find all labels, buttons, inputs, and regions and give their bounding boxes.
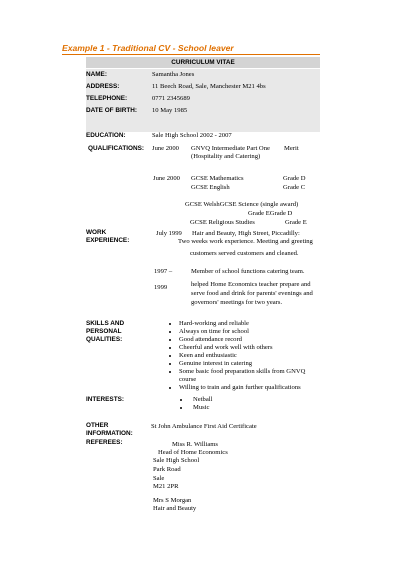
referee-line: Head of Home Economics bbox=[158, 449, 228, 456]
value-telephone: 0771 2345689 bbox=[152, 95, 190, 102]
document-heading: Example 1 - Traditional CV - School leaver bbox=[62, 43, 234, 53]
bullet-icon bbox=[169, 347, 171, 349]
work-1-line3: customers served customers and cleaned. bbox=[190, 250, 299, 257]
qual-3-grade2: Grade E bbox=[285, 219, 307, 226]
work-3-line3: governors' meetings for two years. bbox=[191, 299, 283, 306]
qual-1-line2: (Hospitality and Catering) bbox=[191, 153, 261, 160]
label-qualifications: QUALIFICATIONS: bbox=[88, 145, 144, 152]
qual-2-line1: GCSE Mathematics bbox=[191, 175, 244, 182]
label-address: ADDRESS: bbox=[86, 83, 120, 90]
qual-2-line2: GCSE English bbox=[191, 184, 230, 191]
skill-item: Some basic food preparation skills from GNVQ bbox=[179, 368, 306, 375]
heading-rule bbox=[62, 54, 320, 55]
label-information: INFORMATION: bbox=[86, 430, 133, 437]
work-1-date: July 1999 bbox=[156, 230, 182, 237]
referee-line: Sale High School bbox=[153, 457, 200, 464]
qual-2-grade2: Grade C bbox=[283, 184, 306, 191]
qual-3-line1: GCSE WelshGCSE Science (single award) bbox=[185, 201, 299, 208]
bullet-icon bbox=[169, 331, 171, 333]
label-name: NAME: bbox=[86, 71, 107, 78]
referee-line: Sale bbox=[153, 475, 165, 482]
qual-2-grade1: Grade D bbox=[283, 175, 306, 182]
bullet-icon bbox=[169, 323, 171, 325]
skill-item: Willing to train and gain further qualifications bbox=[179, 384, 301, 391]
qual-3-grade1: Grade EGrade D bbox=[248, 210, 293, 217]
work-1-line1: Hair and Beauty, High Street, Piccadilly: bbox=[192, 230, 300, 237]
label-referees: REFEREES: bbox=[86, 439, 123, 446]
work-3-date: 1999 bbox=[154, 284, 168, 291]
skill-item: Good attendance record bbox=[179, 336, 242, 343]
qual-3-line2: GCSE Religious Studies bbox=[190, 219, 255, 226]
label-qualities: QUALITIES: bbox=[86, 336, 123, 343]
bullet-icon bbox=[169, 355, 171, 357]
qual-1-line1: GNVQ Intermediate Part One bbox=[191, 145, 270, 152]
bullet-icon bbox=[169, 387, 171, 389]
value-name: Samantha Jones bbox=[152, 71, 195, 78]
skill-item: Always on time for school bbox=[179, 328, 249, 335]
label-experience: EXPERIENCE: bbox=[86, 237, 130, 244]
bullet-icon bbox=[169, 371, 171, 373]
skill-item: Genuine interest in catering bbox=[179, 360, 253, 367]
referee-line: Miss R. Williams bbox=[172, 441, 218, 448]
work-2-line1: Member of school functions catering team. bbox=[191, 268, 305, 275]
work-2-date: 1997 – bbox=[154, 268, 173, 275]
label-work: WORK bbox=[86, 229, 107, 236]
label-interests: INTERESTS: bbox=[86, 396, 124, 403]
referee-line: M21 2PR bbox=[153, 483, 179, 490]
skill-item: Hard-working and reliable bbox=[179, 320, 249, 327]
label-other: OTHER bbox=[86, 422, 109, 429]
value-address: 11 Beech Road, Sale, Manchester M21 4bs bbox=[152, 83, 266, 90]
skill-item: Cheerful and work well with others bbox=[179, 344, 273, 351]
qual-1-date: June 2000 bbox=[152, 145, 179, 152]
work-3-line2: serve food and drink for parents' evenings and bbox=[191, 290, 313, 297]
label-personal: PERSONAL bbox=[86, 328, 122, 335]
interest-item: Music bbox=[193, 404, 210, 411]
value-dob: 10 May 1985 bbox=[152, 107, 188, 114]
value-education: Sale High School 2002 - 2007 bbox=[152, 132, 232, 139]
bullet-icon bbox=[169, 339, 171, 341]
label-education: EDUCATION: bbox=[86, 132, 126, 139]
qual-1-grade: Merit bbox=[284, 145, 299, 152]
referee-line: Park Road bbox=[153, 466, 181, 473]
referee-line: Mrs S Morgan bbox=[153, 497, 192, 504]
qual-2-date: June 2000 bbox=[153, 175, 180, 182]
bullet-icon bbox=[180, 399, 182, 401]
label-telephone: TELEPHONE: bbox=[86, 95, 128, 102]
band-name bbox=[86, 69, 320, 80]
label-skills: SKILLS AND bbox=[86, 320, 125, 327]
interest-item: Netball bbox=[193, 396, 213, 403]
bullet-icon bbox=[180, 407, 182, 409]
work-3-line1: helped Home Economics teacher prepare and bbox=[191, 281, 311, 288]
label-dob: DATE OF BIRTH: bbox=[86, 107, 137, 114]
cv-title: CURRICULUM VITAE bbox=[171, 59, 235, 66]
work-1-line2: Two weeks work experience. Meeting and greeting bbox=[178, 238, 313, 245]
referee-line: Hair and Beauty bbox=[153, 505, 197, 512]
skill-item: course bbox=[179, 376, 197, 383]
bullet-icon bbox=[169, 363, 171, 365]
other-information-value: St John Ambulance First Aid Certificate bbox=[151, 423, 257, 430]
skill-item: Keen and enthusiastic bbox=[179, 352, 237, 359]
